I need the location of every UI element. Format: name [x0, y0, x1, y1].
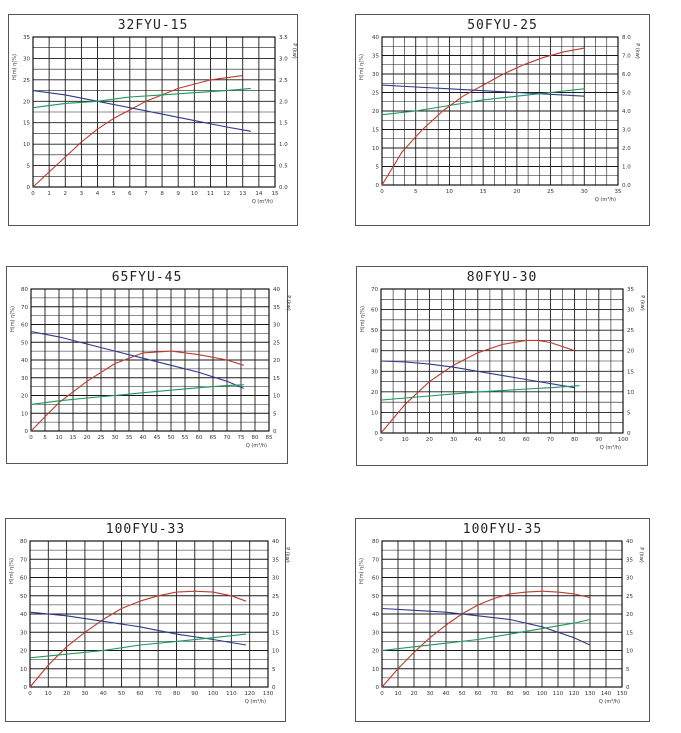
- x-tick-label: 2: [63, 191, 68, 197]
- y2-tick-label: 3.0: [279, 56, 288, 63]
- y-tick-label: 70: [20, 557, 27, 564]
- x-tick-label: 40: [99, 691, 107, 697]
- x-tick-label: 120: [244, 691, 255, 697]
- x-tick-label: 30: [426, 691, 434, 697]
- x-tick-label: 120: [568, 691, 580, 697]
- x-axis-label: Q (m³/h): [598, 699, 620, 705]
- x-tick-label: 70: [223, 435, 231, 441]
- x-tick-label: 70: [490, 691, 498, 697]
- x-tick-label: 80: [172, 691, 180, 697]
- y2-axis-label: P (kw): [285, 295, 291, 311]
- y2-tick-label: 5.0: [622, 90, 631, 97]
- y-tick-label: 0: [23, 685, 27, 691]
- y-tick-label: 25: [372, 90, 379, 97]
- y2-tick-label: 30: [273, 322, 280, 329]
- x-tick-label: 80: [571, 437, 579, 443]
- chart-title: 80FYU-30: [466, 270, 538, 285]
- y2-tick-label: 40: [272, 539, 279, 545]
- series-line-power: [381, 386, 579, 400]
- x-tick-label: 30: [81, 691, 89, 697]
- y-tick-label: 0: [375, 183, 379, 189]
- y2-axis-label: P (kw): [638, 547, 644, 563]
- y-tick-label: 15: [23, 120, 30, 127]
- x-tick-label: 9: [176, 191, 180, 197]
- x-tick-label: 100: [617, 437, 629, 443]
- y2-tick-label: 1.0: [279, 142, 288, 149]
- y-tick-label: 20: [372, 648, 379, 655]
- y2-tick-label: 10: [272, 648, 279, 655]
- x-tick-label: 60: [522, 437, 530, 443]
- y-axis-label: H(m) η(%): [12, 54, 18, 80]
- y-axis-label: H(m) η(%): [360, 306, 366, 332]
- x-tick-label: 15: [271, 191, 279, 197]
- chart-title: 50FYU-25: [467, 18, 538, 33]
- y2-tick-label: 2.0: [279, 99, 288, 106]
- y2-tick-label: 30: [272, 575, 279, 582]
- y-tick-label: 60: [371, 307, 378, 314]
- y2-tick-label: 0: [273, 429, 277, 435]
- y2-tick-label: 15: [626, 630, 633, 637]
- x-tick-label: 50: [458, 691, 466, 697]
- x-tick-label: 4: [95, 191, 100, 197]
- x-tick-label: 55: [181, 435, 189, 441]
- y2-axis-label: P (kw): [634, 43, 640, 59]
- chart-title: 32FYU-15: [117, 18, 189, 33]
- chart-50fyu-25: [356, 15, 651, 227]
- x-axis-label: Q (m³/h): [251, 199, 273, 205]
- x-tick-label: 60: [474, 691, 482, 697]
- y2-tick-label: 35: [626, 557, 633, 564]
- y-tick-label: 10: [372, 666, 379, 673]
- y2-tick-label: 0: [627, 431, 631, 437]
- y2-tick-label: 40: [626, 539, 633, 545]
- y-tick-label: 60: [21, 322, 28, 329]
- y-axis-label: H(m) η(%): [9, 558, 15, 584]
- y2-tick-label: 35: [627, 287, 634, 293]
- y-tick-label: 25: [23, 77, 30, 84]
- y-tick-label: 40: [21, 358, 28, 364]
- x-tick-label: 150: [616, 691, 628, 697]
- x-tick-label: 85: [265, 435, 273, 441]
- x-tick-label: 65: [209, 435, 217, 441]
- y-tick-label: 35: [23, 35, 30, 41]
- x-tick-label: 20: [425, 437, 433, 443]
- x-tick-label: 130: [584, 691, 596, 697]
- chart-title: 65FYU-45: [111, 270, 183, 285]
- chart-65fyu-45: [7, 267, 289, 465]
- y2-tick-label: 0.5: [279, 163, 288, 170]
- y-tick-label: 20: [23, 99, 30, 106]
- y2-tick-label: 20: [272, 612, 279, 618]
- x-tick-label: 90: [191, 691, 199, 697]
- x-tick-label: 14: [255, 191, 263, 197]
- y2-tick-label: 40: [273, 287, 280, 293]
- y2-tick-label: 4.0: [622, 109, 631, 115]
- series-line-power: [30, 634, 246, 658]
- x-tick-label: 70: [546, 437, 554, 443]
- x-tick-label: 5: [413, 189, 418, 195]
- y2-tick-label: 3.5: [279, 35, 288, 41]
- x-tick-label: 30: [450, 437, 458, 443]
- x-tick-label: 13: [239, 191, 247, 197]
- y2-tick-label: 10: [626, 648, 633, 655]
- x-tick-label: 10: [55, 435, 63, 441]
- x-tick-label: 3: [79, 191, 84, 197]
- series-line-power: [31, 385, 244, 405]
- chart-title: 100FYU-35: [462, 522, 543, 537]
- y2-tick-label: 5: [626, 666, 630, 673]
- x-tick-label: 40: [139, 435, 147, 441]
- x-tick-label: 11: [206, 191, 214, 197]
- y-tick-label: 30: [21, 375, 28, 382]
- y2-tick-label: 1.5: [279, 120, 288, 127]
- y-tick-label: 10: [371, 410, 378, 417]
- y2-tick-label: 5: [627, 410, 631, 417]
- x-tick-label: 10: [190, 191, 198, 197]
- y2-tick-label: 35: [273, 304, 280, 311]
- y-tick-label: 0: [24, 429, 28, 435]
- y-tick-label: 50: [371, 328, 378, 335]
- y2-tick-label: 15: [272, 630, 279, 637]
- y2-tick-label: 0.0: [622, 183, 631, 189]
- series-line-power: [382, 620, 590, 651]
- x-tick-label: 25: [547, 189, 555, 195]
- x-tick-label: 7: [144, 191, 148, 197]
- x-tick-label: 35: [125, 435, 133, 441]
- y2-tick-label: 2.0: [622, 146, 631, 152]
- y-tick-label: 70: [371, 287, 378, 293]
- x-tick-label: 40: [474, 437, 482, 443]
- x-tick-label: 90: [522, 691, 530, 697]
- y-tick-label: 50: [21, 340, 28, 347]
- y2-tick-label: 35: [272, 557, 279, 564]
- x-tick-label: 0: [31, 191, 35, 197]
- y-tick-label: 30: [372, 72, 379, 78]
- x-tick-label: 80: [251, 435, 259, 441]
- x-tick-label: 90: [595, 437, 603, 443]
- x-tick-label: 15: [69, 435, 77, 441]
- y2-tick-label: 10: [273, 393, 280, 400]
- chart-panel-50fyu-25: [355, 14, 650, 226]
- x-tick-label: 80: [506, 691, 514, 697]
- x-tick-label: 110: [226, 691, 237, 697]
- x-tick-label: 0: [380, 691, 384, 697]
- y-tick-label: 10: [20, 666, 27, 673]
- x-tick-label: 45: [153, 435, 161, 441]
- y2-tick-label: 8.0: [622, 35, 631, 41]
- x-tick-label: 100: [536, 691, 548, 697]
- x-tick-label: 130: [262, 691, 274, 697]
- x-tick-label: 110: [552, 691, 564, 697]
- x-tick-label: 5: [111, 191, 116, 197]
- y-tick-label: 80: [20, 539, 27, 545]
- x-tick-label: 6: [128, 191, 132, 197]
- x-tick-label: 0: [29, 435, 33, 441]
- x-tick-label: 20: [513, 189, 521, 195]
- y-tick-label: 30: [372, 630, 379, 637]
- y-tick-label: 0: [375, 685, 379, 691]
- x-tick-label: 60: [136, 691, 144, 697]
- y-tick-label: 40: [372, 612, 379, 618]
- y2-tick-label: 0: [272, 685, 276, 691]
- y-tick-label: 70: [372, 557, 379, 564]
- y-axis-label: H(m) η(%): [10, 306, 16, 332]
- x-tick-label: 50: [167, 435, 175, 441]
- y-tick-label: 40: [372, 35, 379, 41]
- x-tick-label: 0: [379, 437, 383, 443]
- chart-panel-65fyu-45: [6, 266, 291, 464]
- y2-tick-label: 5: [272, 666, 276, 673]
- y-tick-label: 10: [23, 142, 30, 149]
- x-tick-label: 100: [207, 691, 219, 697]
- x-tick-label: 50: [118, 691, 126, 697]
- x-tick-label: 75: [237, 435, 245, 441]
- x-tick-label: 35: [614, 189, 622, 195]
- x-tick-label: 60: [195, 435, 203, 441]
- y-tick-label: 5: [26, 163, 30, 170]
- chart-80fyu-30: [357, 267, 649, 467]
- y-axis-label: H(m) η(%): [359, 558, 365, 584]
- y2-tick-label: 1.0: [622, 164, 631, 171]
- y-tick-label: 70: [21, 304, 28, 311]
- y2-tick-label: 20: [626, 612, 633, 618]
- y2-tick-label: 25: [272, 593, 279, 600]
- y-tick-label: 80: [372, 539, 379, 545]
- y-tick-label: 30: [20, 630, 27, 637]
- x-axis-label: Q (m³/h): [244, 699, 266, 705]
- y2-tick-label: 7.0: [622, 53, 631, 60]
- x-tick-label: 0: [28, 691, 32, 697]
- y2-tick-label: 30: [626, 575, 633, 582]
- x-tick-label: 10: [445, 189, 453, 195]
- chart-100fyu-33: [6, 519, 290, 723]
- y-tick-label: 40: [20, 612, 27, 618]
- x-tick-label: 140: [600, 691, 612, 697]
- chart-panel-32fyu-15: [8, 14, 298, 226]
- y-tick-label: 35: [372, 53, 379, 60]
- series-line-efficiency: [31, 351, 244, 431]
- chart-panel-80fyu-30: [356, 266, 648, 466]
- y2-tick-label: 5: [273, 411, 277, 418]
- chart-100fyu-35: [356, 519, 651, 723]
- y-tick-label: 20: [21, 393, 28, 400]
- series-line-head: [30, 612, 246, 645]
- x-tick-label: 30: [580, 189, 588, 195]
- y-tick-label: 10: [21, 411, 28, 418]
- y-tick-label: 60: [372, 575, 379, 582]
- x-tick-label: 15: [479, 189, 487, 195]
- y-tick-label: 30: [371, 369, 378, 376]
- y-tick-label: 50: [372, 593, 379, 600]
- chart-32fyu-15: [9, 15, 299, 227]
- y2-axis-label: P (kw): [284, 547, 290, 563]
- y2-tick-label: 30: [627, 307, 634, 314]
- y-tick-label: 20: [372, 109, 379, 115]
- y2-tick-label: 6.0: [622, 72, 631, 78]
- y-tick-label: 60: [20, 575, 27, 582]
- y2-tick-label: 3.0: [622, 127, 631, 134]
- y-tick-label: 15: [372, 127, 379, 134]
- y-tick-label: 80: [21, 287, 28, 293]
- series-line-efficiency: [382, 591, 590, 687]
- x-tick-label: 8: [160, 191, 164, 197]
- y-tick-label: 0: [26, 185, 30, 191]
- y-tick-label: 10: [372, 146, 379, 152]
- y2-tick-label: 2.5: [279, 77, 288, 84]
- y2-tick-label: 20: [627, 348, 634, 355]
- x-axis-label: Q (m³/h): [245, 443, 267, 449]
- x-tick-label: 20: [63, 691, 71, 697]
- y2-tick-label: 25: [273, 340, 280, 347]
- y2-tick-label: 15: [273, 375, 280, 382]
- x-tick-label: 30: [111, 435, 119, 441]
- y-tick-label: 20: [371, 389, 378, 396]
- y-axis-label: H(m) η(%): [359, 54, 365, 80]
- y-tick-label: 20: [20, 648, 27, 655]
- x-tick-label: 0: [380, 189, 384, 195]
- x-tick-label: 50: [498, 437, 506, 443]
- x-axis-label: Q (m³/h): [599, 445, 621, 451]
- series-line-efficiency: [33, 76, 243, 187]
- chart-title: 100FYU-33: [105, 522, 186, 537]
- y2-axis-label: P (kw): [291, 43, 297, 59]
- y-tick-label: 30: [23, 56, 30, 63]
- x-axis-label: Q (m³/h): [594, 197, 616, 203]
- x-tick-label: 12: [223, 191, 231, 197]
- x-tick-label: 10: [394, 691, 402, 697]
- chart-panel-100fyu-33: [5, 518, 290, 722]
- y2-tick-label: 25: [626, 593, 633, 600]
- y2-tick-label: 0.0: [279, 185, 288, 191]
- x-tick-label: 25: [97, 435, 105, 441]
- y-tick-label: 0: [374, 431, 378, 437]
- x-tick-label: 10: [44, 691, 52, 697]
- y2-tick-label: 10: [627, 389, 634, 396]
- x-tick-label: 20: [410, 691, 418, 697]
- y-tick-label: 40: [371, 348, 378, 355]
- y2-tick-label: 25: [627, 328, 634, 335]
- x-tick-label: 20: [83, 435, 91, 441]
- y-tick-label: 50: [20, 593, 27, 600]
- y2-tick-label: 20: [273, 358, 280, 364]
- x-tick-label: 70: [154, 691, 162, 697]
- x-tick-label: 10: [401, 437, 409, 443]
- x-tick-label: 5: [43, 435, 47, 441]
- y2-axis-label: P (kw): [639, 295, 645, 311]
- y2-tick-label: 15: [627, 369, 634, 376]
- y2-tick-label: 0: [626, 685, 630, 691]
- x-tick-label: 40: [442, 691, 450, 697]
- chart-panel-100fyu-35: [355, 518, 650, 722]
- y-tick-label: 5: [375, 164, 379, 171]
- x-tick-label: 1: [47, 191, 51, 197]
